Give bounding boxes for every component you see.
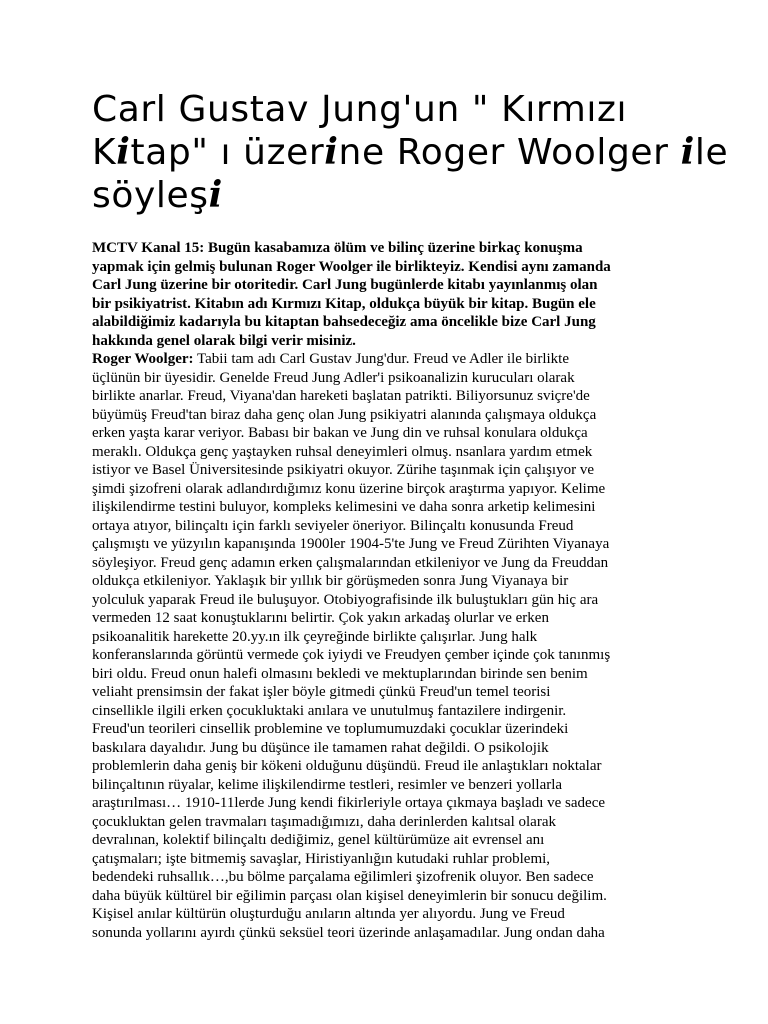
- text-line: istiyor ve Basel Üniversitesinde psikiyatri okuyor. Zürihe taşınmak için çalışıyor ve: [92, 462, 594, 478]
- text-line: Kişisel anılar kültürün oluşturduğu anıların altında yer alıyordu. Jung ve Freud: [92, 906, 565, 922]
- text-line: ortaya atıyor, bilinçaltı için farklı seviyeler öneriyor. Bilinçaltı konusunda Freud: [92, 517, 574, 534]
- text-line: ilişkilendirme testini buluyor, kompleks kelimesini ve daha sonra arketip kelimesini: [92, 499, 596, 515]
- answer-first-line-text: Tabii tam adı Carl Gustav Jung'dur. Freud ve Adler ile birlikte: [193, 351, 569, 367]
- text-line: devralınan, kolektif bilinçaltı dediğimiz, genel kültürümüze ait evrensel anı: [92, 832, 545, 848]
- text-line: yolculuk yaparak Freud ile buluşuyor. Otobiyografisinde ilk buluştukları gün hiç ara: [92, 591, 599, 608]
- text-line: büyümüş Freud'tan biraz daha genç olan Jung psikiyatri alanında çalışmaya oldukça: [92, 406, 597, 423]
- text-line: şimdi şizofreni olarak adlandırdığımız konu üzerine birçok araştırma yapıyor. Kelime: [92, 480, 606, 497]
- text-line: problemlerin daha geniş bir kökeni olduğunu düşündü. Freud ile anlaştıkları noktalar: [92, 758, 602, 774]
- text-line: MCTV Kanal 15: Bugün kasabamıza ölüm ve bilinç üzerine birkaç konuşma: [92, 240, 583, 256]
- interviewer-question: [92, 239, 692, 350]
- text-line: psikoanalitik harekette 20.yy.ın ilk çeyreğinde birlikte çalışırlar. Jung halk: [92, 628, 538, 645]
- text-line: veliaht prensimsin der fakat işler böyle gitmedi çünkü Freud'un temel teorisi: [92, 684, 551, 700]
- text-line: söyleşiyor. Freud genç adamın erken çalışmalarından etkileniyor ve Jung da Freuddan: [92, 554, 609, 571]
- text-line: Freud'un teorileri cinsellik problemine ve toplumumuzdaki çocuklar üzerindeki: [92, 721, 569, 737]
- text-line: yapmak için gelmiş bulunan Roger Woolger ile birlikteyiz. Kendisi aynı zamanda: [92, 258, 611, 275]
- text-line: bir psikiyatrist. Kitabın adı Kırmızı Kitap, oldukça büyük bir kitap. Bugün ele: [92, 295, 596, 312]
- text-line: meraklı. Oldukça genç yaştayken ruhsal deneyimleri olmuş. nsanlara yardım etmek: [92, 443, 593, 460]
- text-line: konferanslarında görüntü vermede çok iyiydi ve Freudyen çember içinde çok tanınmış: [92, 647, 611, 663]
- title-line-2: Kitap" ı üzerine Roger Woolger ile: [92, 131, 729, 173]
- text-line: vermeden 12 saat konuştuklarını belirtir. Çok yakın arkadaş olurlar ve erken: [92, 610, 549, 626]
- text-line: baskılara dayalıdır. Jung bu düşünce ile tamamen rahat değildi. O psikolojik: [92, 739, 549, 756]
- document-title: [92, 88, 729, 217]
- text-line: hakkında genel olarak bilgi verir misiniz.: [92, 332, 356, 349]
- text-line: oldukça etkileniyor. Yaklaşık bir yıllık bir görüşmeden sonra Jung Viyanaya bir: [92, 573, 569, 589]
- text-line: erken yaşta karar veriyor. Babası bir bakan ve Jung din ve ruhsal konulara oldukça: [92, 425, 588, 441]
- answer-lines: [92, 369, 692, 943]
- text-line: araştırılması… 1910-11lerde Jung kendi fikirleriyle ortaya çıkmaya başladı ve sadece: [92, 795, 606, 811]
- text-line: daha büyük kültürel bir eğilimin parçası olan kişisel deneyimlerin bir sonucu değilim.: [92, 887, 607, 904]
- title-line-3: söyleşi: [92, 174, 223, 216]
- interviewee-answer: [92, 350, 692, 942]
- text-line: birlikte anarlar. Freud, Viyana'dan hareketi başlatan patrikti. Biliyorsunuz sviçre'de: [92, 388, 590, 404]
- text-line: çatışmaları; işte bitmemiş savaşlar, Hiristiyanlığın kutudaki ruhlar problemi,: [92, 850, 551, 867]
- text-line: üçlünün bir üyesidir. Genelde Freud Jung Adler'i psikoanalizin kurucuları olarak: [92, 369, 575, 386]
- text-line: çalışmıştı ve yüzyılın kapanışında 1900ler 1904-5'te Jung ve Freud Zürihten Viyanaya: [92, 536, 610, 552]
- text-line: bilinçaltının rüyalar, kelime ilişkilendirme testleri, resimler ve benzeri yollarla: [92, 776, 563, 793]
- answer-first-line: [92, 350, 692, 369]
- speaker-name: Roger Woolger:: [92, 351, 194, 367]
- text-line: çocukluktan gelen travmaları taşımadığımızı, daha derinlerden kalıtsal olarak: [92, 813, 556, 830]
- text-line: Carl Jung üzerine bir otoritedir. Carl Jung bugünlerde kitabı yayınlanmış olan: [92, 277, 598, 293]
- text-line: bedendeki ruhsallık…,bu bölme parçalama eğilimleri şizofrenik oluyor. Ben sadece: [92, 869, 594, 885]
- title-line-1: Carl Gustav Jung'un " Kırmızı: [92, 89, 628, 130]
- text-line: sonunda yollarını ayırdı çünkü seksüel teori üzerinde anlaşamadılar. Jung ondan daha: [92, 924, 605, 941]
- text-line: cinsellikle ilgili erken çocukluktaki anılara ve unutulmuş fantazilere indirgenir.: [92, 702, 567, 719]
- text-line: alabildiğimiz kadarıyla bu kitaptan bahsedeceğiz ama öncelikle bize Carl Jung: [92, 314, 596, 330]
- text-line: biri oldu. Freud onun halefi olmasını bekledi ve mektuplarından birinde sen benim: [92, 665, 588, 682]
- document-body: [92, 239, 692, 942]
